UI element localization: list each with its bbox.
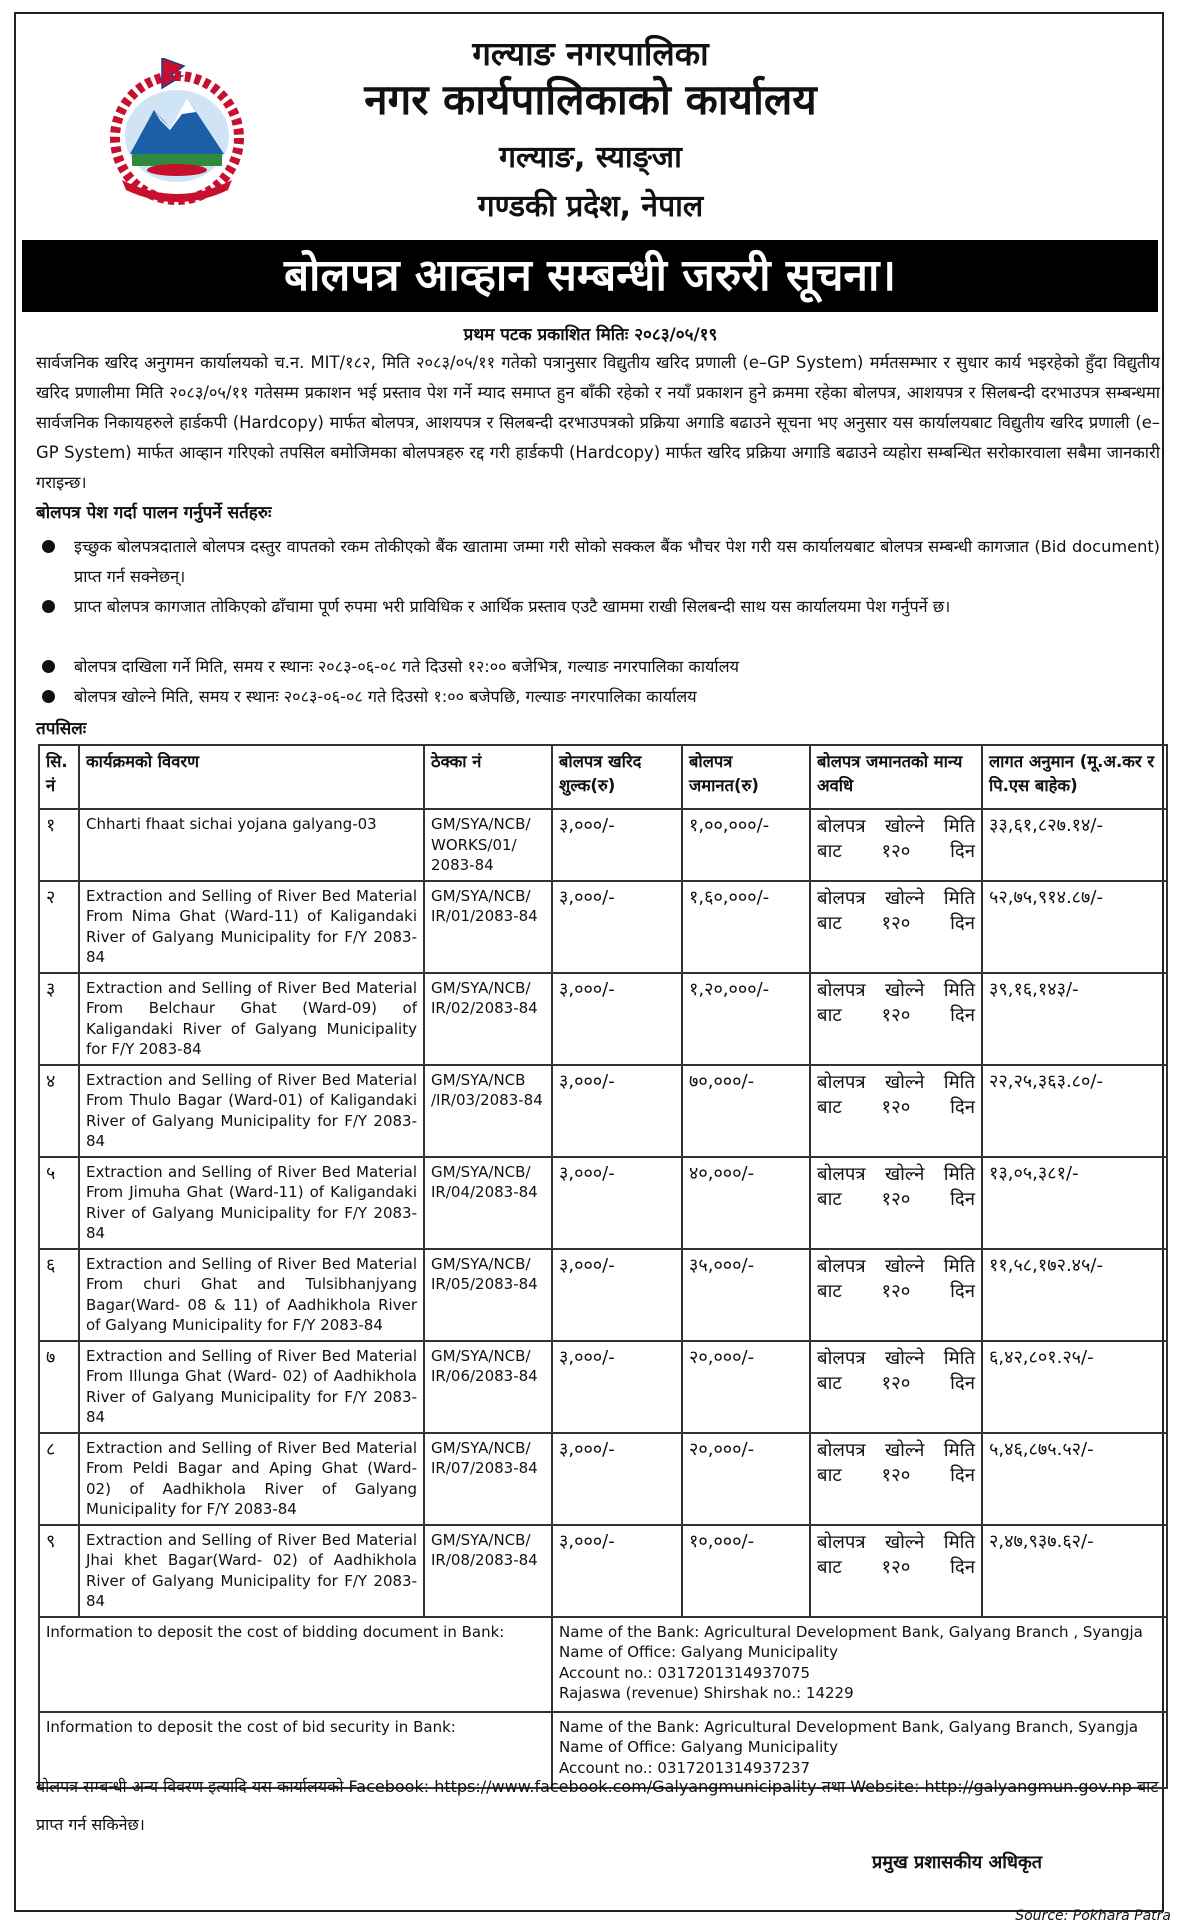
cell-description: Extraction and Selling of River Bed Material From churi Ghat and Tulsibhanjyang Bagar(Ward- 08 & 11) of Aadhikhola River of Galyang Municipality for F/Y 2083-84 — [79, 1249, 424, 1341]
cell-validity: बोलपत्र खोल्ने मिति बाट १२० दिन — [810, 1341, 982, 1433]
cell-description: Extraction and Selling of River Bed Material From Belchaur Ghat (Ward-09) of Kaligandaki River of Galyang Municipality for F/Y 2083-84 — [79, 973, 424, 1065]
col-header-validity: बोलपत्र जमानतको मान्य अवधि — [810, 745, 982, 809]
cell-validity: बोलपत्र खोल्ने मिति बाट १२० दिन — [810, 1157, 982, 1249]
cell-sn: ८ — [39, 1433, 79, 1525]
cell-description: Extraction and Selling of River Bed Material From Thulo Bagar (Ward-01) of Kaligandaki River of Galyang Municipality for F/Y 2083-84 — [79, 1065, 424, 1157]
table-row — [39, 1157, 1167, 1249]
cell-contract-no: GM/SYA/NCB/ WORKS/01/ 2083-84 — [424, 809, 552, 881]
cell-description: Extraction and Selling of River Bed Material Jhai khet Bagar(Ward- 02) of Aadhikhola River of Galyang Municipality for F/Y 2083-84 — [79, 1525, 424, 1617]
table-row — [39, 1065, 1167, 1157]
condition-item: बोलपत्र दाखिला गर्ने मिति, समय र स्थानः २०८३-०६-०८ गते दिउसो १२:०० बजेभित्र, गल्याङ नगरपालिका कार्यालय — [42, 652, 1160, 682]
cell-estimate: ११,५८,१७२.४५/- — [982, 1249, 1167, 1341]
bank-info-details — [552, 1617, 1167, 1712]
bid-table — [38, 744, 1168, 1789]
table-row — [39, 1525, 1167, 1617]
office-name: नगर कार्यपालिकाको कार्यालय — [364, 75, 817, 124]
cell-estimate: २२,२५,३६३.८०/- — [982, 1065, 1167, 1157]
province-name: गण्डकी प्रदेश, नेपाल — [477, 189, 704, 224]
bullet-icon — [42, 660, 55, 673]
cell-bid-security: २०,०००/- — [682, 1341, 810, 1433]
cell-estimate: ३३,६१,८२७.१४/- — [982, 809, 1167, 881]
cell-description: Extraction and Selling of River Bed Material From Nima Ghat (Ward-11) of Kaligandaki River of Galyang Municipality for F/Y 2083-84 — [79, 881, 424, 973]
cell-description: Chharti fhaat sichai yojana galyang-03 — [79, 809, 424, 881]
footer-note: बोलपत्र सम्बन्धी अन्य विवरण इत्यादि यस कार्यालयको Facebook: https://www.facebook.com/Galyangmunicipality तथा Website: http://galyangmun.gov.np बाट प्राप्त गर्न सकिनेछ। — [36, 1777, 1159, 1834]
col-header-bid-security: बोलपत्र जमानत(रु) — [682, 745, 810, 809]
cell-description: Extraction and Selling of River Bed Material From Jimuha Ghat (Ward-11) of Kaligandaki River of Galyang Municipality for F/Y 2083-84 — [79, 1157, 424, 1249]
cell-contract-no: GM/SYA/NCB/ IR/02/2083-84 — [424, 973, 552, 1065]
bank-info-label: Information to deposit the cost of bidding document in Bank: — [39, 1617, 552, 1712]
cell-contract-no: GM/SYA/NCB/ IR/01/2083-84 — [424, 881, 552, 973]
cell-bid-security: २०,०००/- — [682, 1433, 810, 1525]
bullet-icon — [42, 540, 55, 553]
source-credit: Source: Pokhara Patra — [1015, 1908, 1171, 1924]
bank-info-line: Account no.: 0317201314937075 — [559, 1663, 811, 1682]
cell-contract-no: GM/SYA/NCB/ IR/05/2083-84 — [424, 1249, 552, 1341]
cell-bid-security: १,२०,०००/- — [682, 973, 810, 1065]
col-header-contract-no: ठेक्का नं — [424, 745, 552, 809]
bank-info-line: Name of the Bank: Agricultural Development Bank, Galyang Branch, Syangja — [559, 1717, 1139, 1736]
cell-validity: बोलपत्र खोल्ने मिति बाट १२० दिन — [810, 1433, 982, 1525]
table-row — [39, 1249, 1167, 1341]
col-header-estimate: लागत अनुमान (मू.अ.कर र पि.एस बाहेक) — [982, 745, 1167, 809]
cell-bid-security: १,००,०००/- — [682, 809, 810, 881]
cell-estimate: २,४७,९३७.६२/- — [982, 1525, 1167, 1617]
cell-validity: बोलपत्र खोल्ने मिति बाट १२० दिन — [810, 973, 982, 1065]
table-row — [39, 881, 1167, 973]
table-row — [39, 973, 1167, 1065]
cell-bid-fee: ३,०००/- — [552, 1525, 682, 1617]
cell-bid-security: ३५,०००/- — [682, 1249, 810, 1341]
cell-sn: ६ — [39, 1249, 79, 1341]
signature-title: प्रमुख प्रशासकीय अधिकृत — [872, 1852, 1043, 1873]
cell-sn: ७ — [39, 1341, 79, 1433]
cell-contract-no: GM/SYA/NCB/ IR/04/2083-84 — [424, 1157, 552, 1249]
col-header-sn: सि. नं — [39, 745, 79, 809]
cell-validity: बोलपत्र खोल्ने मिति बाट १२० दिन — [810, 1065, 982, 1157]
condition-item: बोलपत्र खोल्ने मिति, समय र स्थानः २०८३-०६-०८ गते दिउसो १:०० बजेपछि, गल्याङ नगरपालिका कार्यालय — [42, 682, 1160, 712]
cell-estimate: ३९,१६,१४३/- — [982, 973, 1167, 1065]
cell-sn: ९ — [39, 1525, 79, 1617]
table-header-row — [39, 745, 1167, 809]
cell-estimate: ५२,७५,९१४.८७/- — [982, 881, 1167, 973]
cell-sn: ५ — [39, 1157, 79, 1249]
cell-bid-security: १०,०००/- — [682, 1525, 810, 1617]
condition-item: इच्छुक बोलपत्रदाताले बोलपत्र दस्तुर वापतको रकम तोकीएको बैंक खातामा जम्मा गरी सोको सक्कल बैंक भौचर पेश गरी यस कार्यालयबाट बोलपत्र सम्बन्धी कागजात (Bid document) प्राप्त गर्न सक्नेछन्। — [42, 532, 1160, 592]
cell-bid-fee: ३,०००/- — [552, 809, 682, 881]
cell-description: Extraction and Selling of River Bed Material From Peldi Bagar and Aping Ghat (Ward- 02) of Aadhikhola River of Galyang Municipality for F/Y 2083-84 — [79, 1433, 424, 1525]
bank-info-line: Rajaswa (revenue) Shirshak no.: 14229 — [559, 1684, 854, 1702]
cell-validity: बोलपत्र खोल्ने मिति बाट १२० दिन — [810, 1525, 982, 1617]
bank-info-row — [39, 1617, 1167, 1712]
cell-sn: २ — [39, 881, 79, 973]
publication-date: प्रथम पटक प्रकाशित मितिः २०८३/०५/१९ — [463, 325, 718, 345]
cell-validity: बोलपत्र खोल्ने मिति बाट १२० दिन — [810, 1249, 982, 1341]
cell-bid-fee: ३,०००/- — [552, 973, 682, 1065]
table-row — [39, 1341, 1167, 1433]
intro-paragraph: सार्वजनिक खरिद अनुगमन कार्यालयको च.न. MIT/१८२, मिति २०८३/०५/११ गतेको पत्रानुसार विद्युतीय खरिद प्रणाली (e–GP System) मर्मतसम्भार र सुधार कार्य भइरहेको हुँदा विद्युतीय खरिद प्रणालीमा मिति २०८३/०५/११ गतेसम्म प्रकाशन भई प्रस्ताव पेश गर्ने म्याद समाप्त हुन बाँकी रहेको र नयाँ प्रकाशन हुने क्रममा रहेका बोलपत्र, आशयपत्र र सिलबन्दी दरभाउपत्र सम्बन्धमा सार्वजनिक निकायहरुले हार्डकपी (Hardcopy) मार्फत बोलपत्र, आशयपत्र र सिलबन्दी दरभाउपत्रको प्रक्रिया अगाडि बढाउने सूचना भए अनुसार यस कार्यालयबाट विद्युतीय खरिद प्रणाली (e–GP System) मार्फत आव्हान गरिएको तपसिल बमोजिमका बोलपत्रहरु रद्द गरी हार्डकपी (Hardcopy) मार्फत खरिद प्रक्रिया अगाडि बढाउने व्यहोरा सम्बन्धित सरोकारवाला सबैमा जानकारी गराइन्छ। — [36, 353, 1160, 492]
bank-info-line: Name of Office: Galyang Municipality — [559, 1643, 839, 1661]
cell-bid-fee: ३,०००/- — [552, 1341, 682, 1433]
cell-description: Extraction and Selling of River Bed Material From Illunga Ghat (Ward- 02) of Aadhikhola River of Galyang Municipality for F/Y 2083-84 — [79, 1341, 424, 1433]
conditions-heading: बोलपत्र पेश गर्दा पालन गर्नुपर्ने सर्तहरुः — [36, 503, 272, 523]
bank-info-line: Name of the Bank: Agricultural Development Bank, Galyang Branch , Syangja — [559, 1622, 1143, 1641]
cell-contract-no: GM/SYA/NCB/ IR/06/2083-84 — [424, 1341, 552, 1433]
bank-info-label: Information to deposit the cost of bid security in Bank: — [39, 1712, 552, 1788]
table-row — [39, 1433, 1167, 1525]
cell-bid-fee: ३,०००/- — [552, 1249, 682, 1341]
notice-banner: बोलपत्र आव्हान सम्बन्धी जरुरी सूचना। — [22, 240, 1158, 312]
cell-sn: ३ — [39, 973, 79, 1065]
cell-bid-security: ४०,०००/- — [682, 1157, 810, 1249]
cell-sn: १ — [39, 809, 79, 881]
bullet-icon — [42, 600, 55, 613]
bank-info-line: Name of Office: Galyang Municipality — [559, 1738, 839, 1756]
schedule-heading: तपसिलः — [36, 719, 87, 739]
condition-item: प्राप्त बोलपत्र कागजात तोकिएको ढाँचामा पूर्ण रुपमा भरी प्राविधिक र आर्थिक प्रस्ताव एउटै खाममा राखी सिलबन्दी साथ यस कार्यालयमा पेश गर्नुपर्ने छ। — [42, 592, 1160, 622]
cell-sn: ४ — [39, 1065, 79, 1157]
table-row — [39, 809, 1167, 881]
cell-bid-fee: ३,०००/- — [552, 1065, 682, 1157]
col-header-bid-fee: बोलपत्र खरिद शुल्क(रु) — [552, 745, 682, 809]
office-location: गल्याङ, स्याङ्जा — [499, 140, 682, 175]
col-header-description: कार्यक्रमको विवरण — [79, 745, 424, 809]
bullet-icon — [42, 690, 55, 703]
bank-info-line: Account no.: 0317201314937237 — [559, 1758, 811, 1777]
municipality-name: गल्याङ नगरपालिका — [472, 34, 709, 73]
cell-bid-security: ७०,०००/- — [682, 1065, 810, 1157]
cell-bid-security: १,६०,०००/- — [682, 881, 810, 973]
cell-validity: बोलपत्र खोल्ने मिति बाट १२० दिन — [810, 809, 982, 881]
cell-bid-fee: ३,०००/- — [552, 881, 682, 973]
cell-estimate: ६,४२,८०१.२५/- — [982, 1341, 1167, 1433]
cell-estimate: १३,०५,३८१/- — [982, 1157, 1167, 1249]
cell-validity: बोलपत्र खोल्ने मिति बाट १२० दिन — [810, 881, 982, 973]
cell-contract-no: GM/SYA/NCB/ IR/08/2083-84 — [424, 1525, 552, 1617]
cell-bid-fee: ३,०००/- — [552, 1157, 682, 1249]
cell-contract-no: GM/SYA/NCB /IR/03/2083-84 — [424, 1065, 552, 1157]
cell-bid-fee: ३,०००/- — [552, 1433, 682, 1525]
cell-contract-no: GM/SYA/NCB/ IR/07/2083-84 — [424, 1433, 552, 1525]
cell-estimate: ५,४६,८७५.५२/- — [982, 1433, 1167, 1525]
